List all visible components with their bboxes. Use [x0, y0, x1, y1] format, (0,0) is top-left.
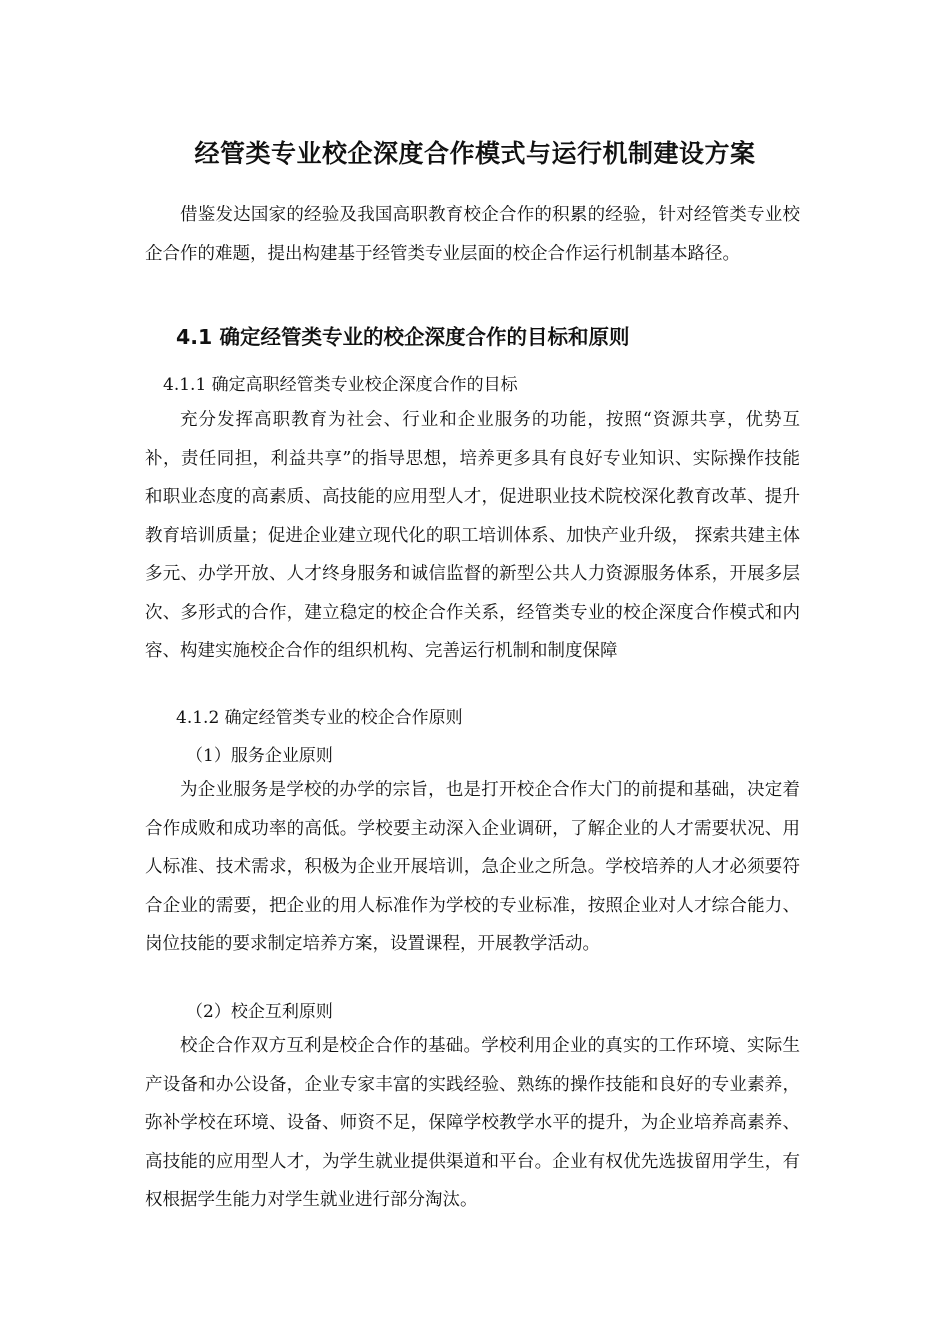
document-title: 经管类专业校企深度合作模式与运行机制建设方案 — [194, 139, 756, 168]
principle-2-body: 校企合作双方互利是校企合作的基础。学校利用企业的真实的工作环境、实际生产设备和办公设备，企业专家丰富的实践经验、熟练的操作技能和良好的专业素养，弥补学校在环境、设备、师资不足，保障学校教学水平的提升，为企业培养高素养、高技能的应用型人才，为学生就业提供渠道和平台。企业有权优先选拔留用学生，有权根据学生能力对学生就业进行部分淘汰。 — [145, 1036, 800, 1210]
principle-1-body: 为企业服务是学校的办学的宗旨，也是打开校企合作大门的前提和基础，决定着合作成败和成功率的高低。学校要主动深入企业调研，了解企业的人才需要状况、用人标准、技术需求，积极为企业开展培训，急企业之所急。学校培养的人才必须要符合企业的需要，把企业的用人标准作为学校的专业标准，按照企业对人才综合能力、岗位技能的要求制定培养方案，设置课程，开展教学活动。 — [145, 780, 800, 954]
principle-1-label: （1）服务企业原则 — [186, 746, 333, 766]
intro-paragraph: 借鉴发达国家的经验及我国高职教育校企合作的积累的经验，针对经管类专业校企合作的难题，提出构建基于经管类专业层面的校企合作运行机制基本路径。 — [145, 205, 800, 264]
subsection-heading-4-1-1: 4.1.1 确定高职经管类专业校企深度合作的目标 — [163, 375, 518, 395]
principle-2-label: （2）校企互利原则 — [186, 1002, 333, 1022]
section-heading-4-1: 4.1 确定经管类专业的校企深度合作的目标和原则 — [176, 325, 630, 349]
subsection-4-1-1-body: 充分发挥高职教育为社会、行业和企业服务的功能，按照“资源共享，优势互补，责任同担，利益共享”的指导思想，培养更多具有良好专业知识、实际操作技能和职业态度的高素质、高技能的应用型人才，促进职业技术院校深化教育改革、提升教育培训质量；促进企业建立现代化的职工培训体系、加快产业升级， 探索共建主体多元、办学开放、人才终身服务和诚信监督的新型公共人力资源服务体系，开展多层次、多形式的合作，建立稳定的校企合作关系，经管类专业的校企深度合作模式和内容、构建实施校企合作的组织机构、完善运行机制和制度保障 — [145, 410, 800, 661]
subsection-heading-4-1-2: 4.1.2 确定经管类专业的校企合作原则 — [176, 708, 463, 728]
